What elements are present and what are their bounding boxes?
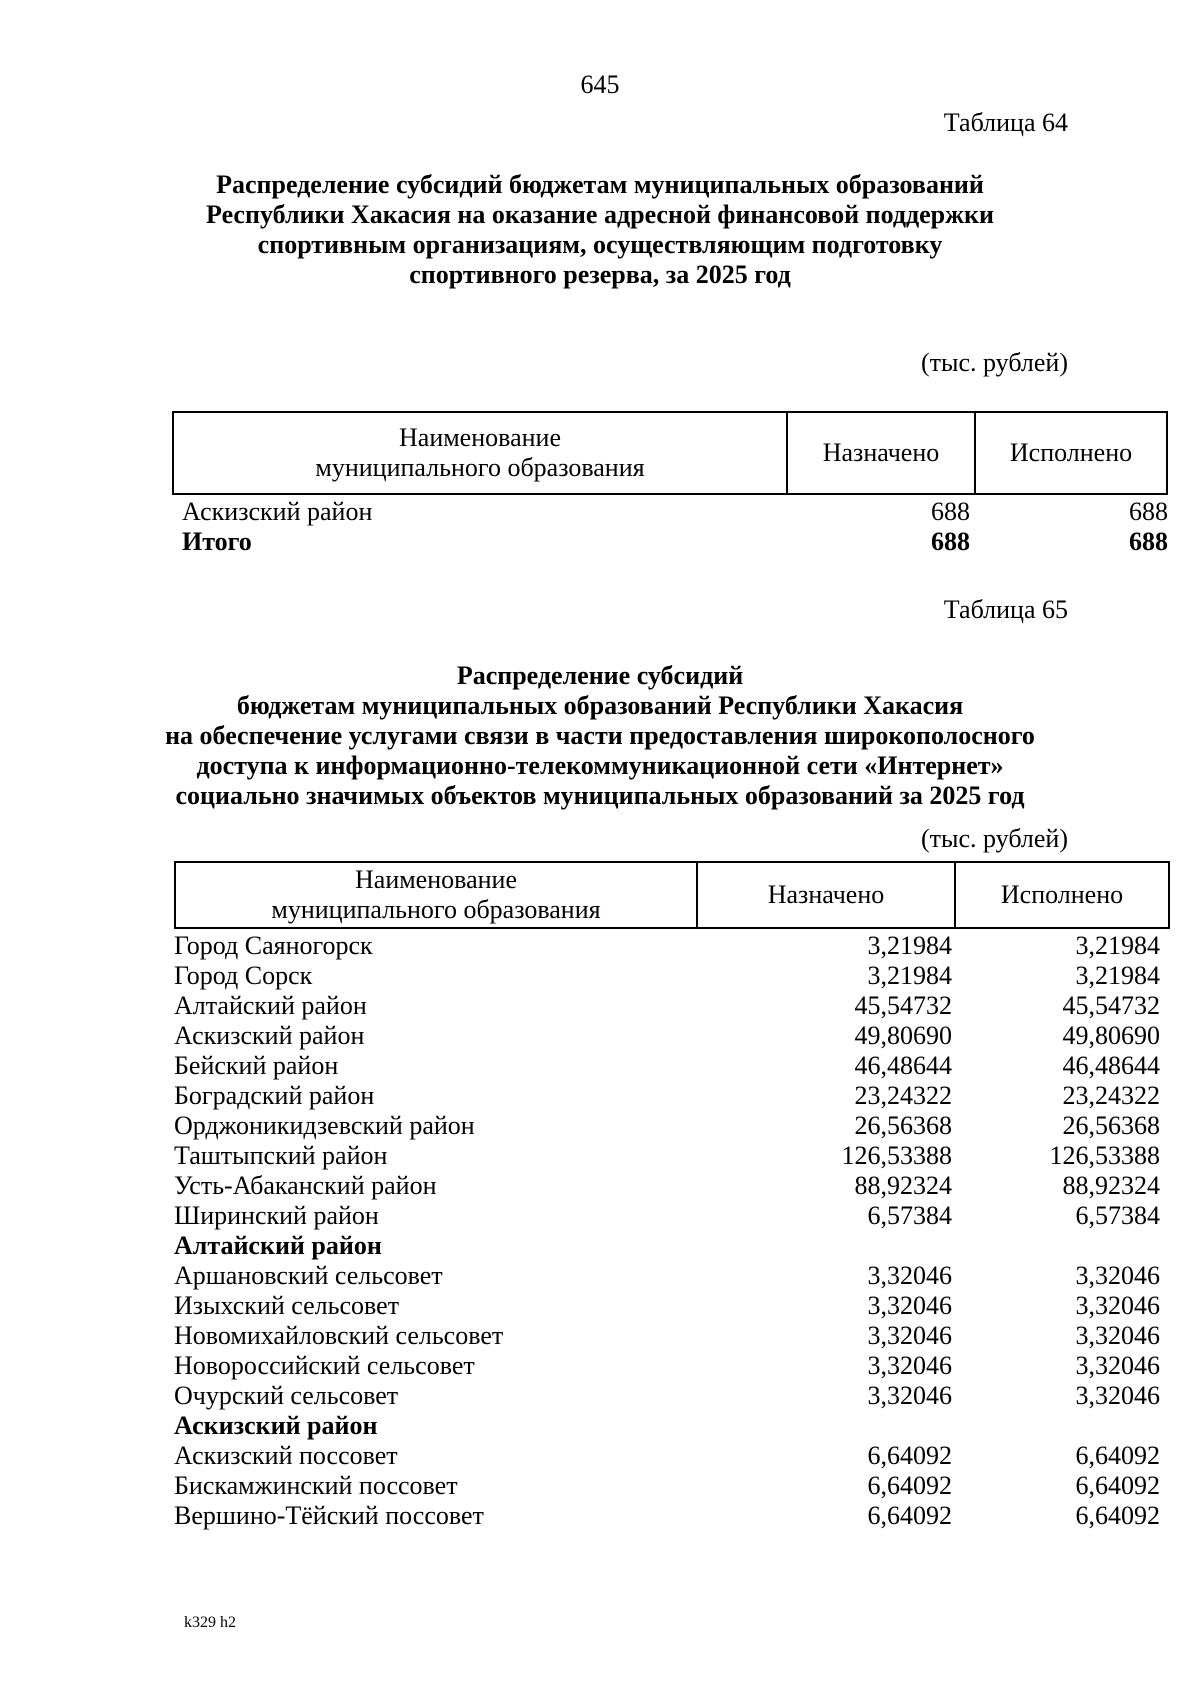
row-name: Ширинский район <box>174 1201 379 1230</box>
row-executed: 3,21984 <box>1075 931 1160 960</box>
table-row <box>174 1381 1160 1411</box>
row-executed: 3,32046 <box>1075 1261 1160 1290</box>
row-name: Аршановский сельсовет <box>174 1261 443 1290</box>
table-row <box>174 1471 1160 1501</box>
row-assigned: 6,64092 <box>867 1441 952 1470</box>
title-line: Республики Хакасия на оказание адресной финансовой поддержки <box>206 200 994 229</box>
table-row-total <box>182 527 1168 557</box>
row-executed: 45,54732 <box>1062 991 1160 1020</box>
row-name: Город Сорск <box>174 961 313 990</box>
row-executed: 26,56368 <box>1062 1111 1160 1140</box>
table-row <box>174 1141 1160 1171</box>
table-row <box>174 1021 1160 1051</box>
page-number: 645 <box>580 70 620 99</box>
row-assigned: 49,80690 <box>854 1021 952 1050</box>
row-name: Аскизский поссовет <box>174 1441 398 1470</box>
table-row <box>174 1441 1160 1471</box>
header-name-line2: муниципального образования <box>315 453 645 482</box>
row-executed: 88,92324 <box>1062 1171 1160 1200</box>
row-assigned: 3,32046 <box>867 1351 952 1380</box>
table-row <box>182 497 1168 527</box>
table-row <box>174 1351 1160 1381</box>
row-name: Итого <box>182 527 252 556</box>
table-row <box>174 931 1160 961</box>
row-name: Новомихайловский сельсовет <box>174 1321 504 1350</box>
header-assigned: Назначено <box>697 862 955 928</box>
table-row <box>174 1051 1160 1081</box>
header-name-cell <box>173 412 787 494</box>
table-row <box>174 1171 1160 1201</box>
row-executed: 3,32046 <box>1075 1321 1160 1350</box>
header-name-line2: муниципального образования <box>271 895 601 924</box>
row-executed: 3,32046 <box>1075 1351 1160 1380</box>
table-64-label: Таблица 64 <box>943 108 1068 137</box>
row-assigned: 45,54732 <box>854 991 952 1020</box>
table-65-body <box>174 931 1160 1531</box>
row-assigned: 88,92324 <box>854 1171 952 1200</box>
row-name: Аскизский район <box>182 497 373 526</box>
row-executed: 688 <box>1129 527 1168 556</box>
title-line: социально значимых объектов муниципальных образований за 2025 год <box>175 781 1025 810</box>
title-line: доступа к информационно-телекоммуникационной сети «Интернет» <box>196 751 1004 780</box>
row-assigned: 23,24322 <box>854 1081 952 1110</box>
table-65-title <box>140 661 1060 811</box>
row-name: Аскизский район <box>174 1411 378 1440</box>
row-assigned: 6,64092 <box>867 1501 952 1530</box>
header-name-cell <box>175 862 697 928</box>
row-name: Город Саяногорск <box>174 931 373 960</box>
row-executed: 46,48644 <box>1062 1051 1160 1080</box>
row-name: Бейский район <box>174 1051 339 1080</box>
header-executed: Исполнено <box>955 862 1169 928</box>
row-name: Бискамжинский поссовет <box>174 1471 458 1500</box>
row-executed: 3,32046 <box>1075 1291 1160 1320</box>
table-65-units: (тыс. рублей) <box>920 824 1068 853</box>
row-assigned: 6,64092 <box>867 1471 952 1500</box>
row-assigned: 6,57384 <box>867 1201 952 1230</box>
row-assigned: 3,21984 <box>867 961 952 990</box>
table-row <box>174 961 1160 991</box>
table-64-units: (тыс. рублей) <box>920 348 1068 377</box>
row-executed: 3,21984 <box>1075 961 1160 990</box>
row-executed: 6,57384 <box>1075 1201 1160 1230</box>
header-name-line1: Наименование <box>355 865 517 894</box>
table-row <box>174 1081 1160 1111</box>
row-name: Таштыпский район <box>174 1141 388 1170</box>
title-line: спортивным организациям, осуществляющим подготовку <box>257 230 943 259</box>
footer-code: k329 h2 <box>184 1614 236 1631</box>
row-assigned: 3,21984 <box>867 931 952 960</box>
row-name: Орджоникидзевский район <box>174 1111 475 1140</box>
table-group-header <box>174 1411 1160 1441</box>
row-assigned: 3,32046 <box>867 1381 952 1410</box>
row-executed <box>952 1411 1160 1441</box>
row-name: Алтайский район <box>174 991 367 1020</box>
row-assigned: 26,56368 <box>854 1111 952 1140</box>
table-row <box>174 1261 1160 1291</box>
row-executed: 49,80690 <box>1062 1021 1160 1050</box>
row-assigned: 688 <box>931 497 970 526</box>
row-executed: 3,32046 <box>1075 1381 1160 1410</box>
row-assigned: 688 <box>931 527 970 556</box>
row-assigned <box>694 1411 952 1441</box>
title-line: Распределение субсидий <box>456 661 744 690</box>
row-executed <box>952 1231 1160 1261</box>
row-assigned: 3,32046 <box>867 1321 952 1350</box>
table-64-title <box>140 170 1060 290</box>
row-executed: 23,24322 <box>1062 1081 1160 1110</box>
header-executed: Исполнено <box>975 412 1167 494</box>
table-row <box>174 1291 1160 1321</box>
table-row <box>174 991 1160 1021</box>
row-assigned <box>694 1231 952 1261</box>
row-name: Усть-Абаканский район <box>174 1171 437 1200</box>
row-name: Новороссийский сельсовет <box>174 1351 475 1380</box>
title-line: бюджетам муниципальных образований Республики Хакасия <box>236 691 964 720</box>
row-name: Алтайский район <box>174 1231 382 1260</box>
title-line: на обеспечение услугами связи в части предоставления широкополосного <box>165 721 1035 750</box>
row-assigned: 46,48644 <box>854 1051 952 1080</box>
title-line: Распределение субсидий бюджетам муниципальных образований <box>216 170 984 199</box>
table-row <box>174 1111 1160 1141</box>
row-executed: 126,53388 <box>1049 1141 1160 1170</box>
row-executed: 6,64092 <box>1075 1471 1160 1500</box>
table-row <box>174 1201 1160 1231</box>
header-assigned: Назначено <box>787 412 975 494</box>
header-name-line1: Наименование <box>399 423 561 452</box>
row-name: Аскизский район <box>174 1021 365 1050</box>
row-assigned: 126,53388 <box>841 1141 952 1170</box>
table-64-body <box>182 497 1168 557</box>
row-executed: 688 <box>1129 497 1168 526</box>
table-row <box>174 1501 1160 1531</box>
table-row <box>174 1321 1160 1351</box>
row-name: Боградский район <box>174 1081 375 1110</box>
row-assigned: 3,32046 <box>867 1291 952 1320</box>
table-64-header <box>172 411 1168 495</box>
title-line: спортивного резерва, за 2025 год <box>409 260 791 289</box>
row-name: Вершино-Тёйский поссовет <box>174 1501 484 1530</box>
row-name: Изыхский сельсовет <box>174 1291 400 1320</box>
table-group-header <box>174 1231 1160 1261</box>
table-65-label: Таблица 65 <box>943 595 1068 624</box>
row-executed: 6,64092 <box>1075 1501 1160 1530</box>
row-assigned: 3,32046 <box>867 1261 952 1290</box>
row-name: Очурский сельсовет <box>174 1381 399 1410</box>
table-65-header <box>174 861 1170 929</box>
row-executed: 6,64092 <box>1075 1441 1160 1470</box>
